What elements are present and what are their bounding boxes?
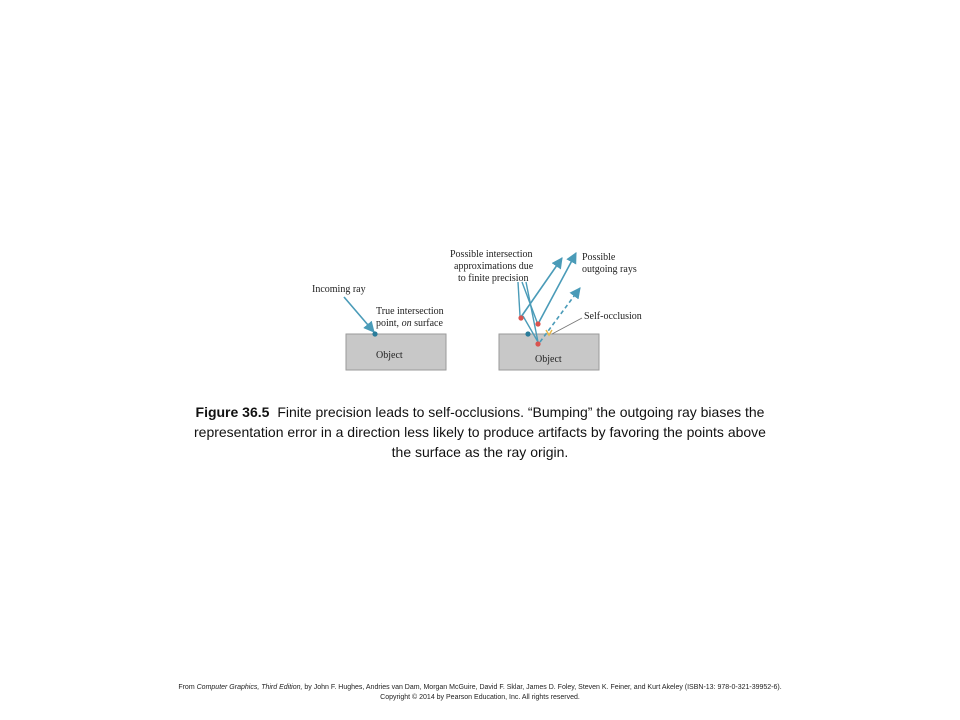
approx-leader-1 <box>518 282 520 316</box>
approx-point-below <box>535 341 540 346</box>
left-panel <box>312 284 446 370</box>
approx-point-above-2 <box>535 321 540 326</box>
source-credits <box>40 683 920 703</box>
approx-label: Possible intersection approximations due to finite precision <box>450 249 534 284</box>
source-title: Computer Graphics, Third Edition, <box>196 684 303 691</box>
incoming-ray <box>344 297 374 332</box>
figure-number: Figure 36.5 <box>195 404 270 420</box>
incoming-ray-label: Incoming ray <box>312 284 366 295</box>
true-intersection-label-line1: True intersection <box>376 306 444 317</box>
credits-line-2: Copyright © 2014 by Pearson Education, Inc. All rights reserved. <box>380 694 580 701</box>
outgoing-ray-2 <box>538 253 576 324</box>
approx-point-above-1 <box>518 315 523 320</box>
true-surface-point <box>525 331 530 336</box>
true-intersection-label-line2: point, on surface <box>376 318 443 329</box>
left-object-label: Object <box>376 350 403 361</box>
caption-text: Finite precision leads to self-occlusions. “Bumping” the outgoing ray biases the representation error in a direction less likely to produce artifacts by favoring the points above the surface as the ray origin. <box>194 404 766 460</box>
true-intersection-point <box>372 331 377 336</box>
right-object-label: Object <box>535 354 562 365</box>
self-occlusion-diagram <box>300 238 660 378</box>
outgoing-rays-label: Possible outgoing rays <box>582 252 637 275</box>
right-panel <box>450 249 642 370</box>
self-occlusion-leader <box>552 318 582 334</box>
true-intersection-label <box>376 306 446 329</box>
self-occlusion-label: Self-occlusion <box>584 311 642 322</box>
credits-line-1: From Computer Graphics, Third Edition, by John F. Hughes, Andries van Dam, Morgan McGuire, David F. Sklar, James D. Foley, Steven K. Feiner, and Kurt Akeley (ISBN-13: 978-0-321-39952-6). <box>178 684 782 691</box>
figure-caption <box>190 402 770 462</box>
